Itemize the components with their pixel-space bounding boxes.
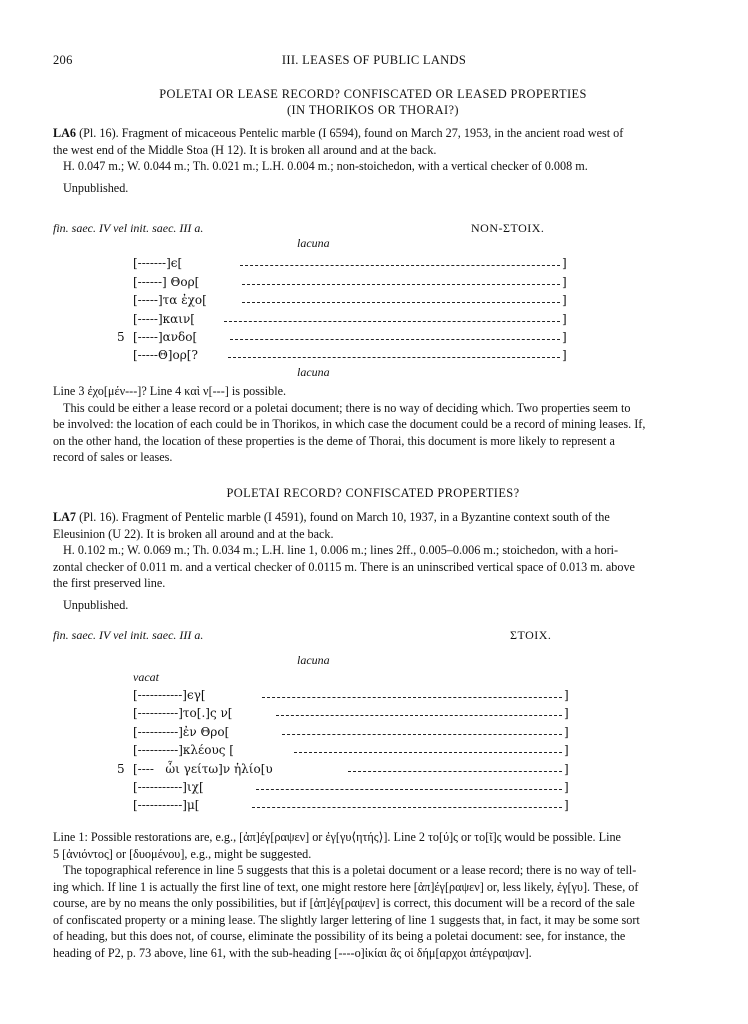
la6-date: fin. saec. IV vel init. saec. III a. xyxy=(53,221,204,235)
la7-description xyxy=(53,509,693,613)
inscription-line: [-----------]μ[ xyxy=(133,798,200,812)
la7-note-line2: 5 [ἀνιόντος] or [δυομένου], e.g., might be suggested. xyxy=(53,846,312,861)
inscription-line-number: 5 xyxy=(117,762,125,776)
la6-dimensions: H. 0.047 m.; W. 0.044 m.; Th. 0.021 m.; L.H. 0.004 m.; non-stoichedon, with a vertical checker of 0.008 m. xyxy=(63,159,588,173)
commentary-line: ing which. If line 1 is actually the first line of text, one might restore here [ἀπ]έγ[ραψεν] or, less likely, ἐγ[γυ]. These, of xyxy=(53,879,639,894)
inscription-line: [-----------]ϵγ[ xyxy=(133,688,206,702)
la6-publication: Unpublished. xyxy=(63,180,129,195)
la7-id: LA7 xyxy=(53,510,77,524)
la7-publication: Unpublished. xyxy=(63,597,129,612)
inscription-line: [-----------]ιχ[ xyxy=(133,780,204,794)
inscription-line: [---- ὧι γείτω]ν ἡλίο[υ xyxy=(133,762,273,776)
la6-stoich-style: NON-ΣΤΟΙΧ. xyxy=(471,221,545,235)
inscription-line: [----------]κλέους [ xyxy=(133,743,234,757)
commentary-line: on the other hand, the location of these properties is the deme of Thorai, this document is more likely to represent a xyxy=(53,433,615,448)
la6-desc-line1: (Pl. 16). Fragment of micaceous Pentelic marble (I 6594), found on March 27, 1953, in the ancient road west of xyxy=(76,126,624,140)
inscription-line: [----------]το[.]ς ν[ xyxy=(133,706,233,720)
inscription-line: [----------]ἐν Θρο[ xyxy=(133,725,230,739)
page-number: 206 xyxy=(53,53,73,67)
la7-commentary xyxy=(53,829,693,961)
commentary-line: of heading, but this does not, of course, eliminate the possibility of its being a poletai document: see, for instance, the xyxy=(53,929,626,943)
inscription-line: [-----]ανδο[ xyxy=(133,330,198,344)
commentary-line: course, are by no means the only possibilities, but if [ἀπ]έγ[ραψεν] is correct, this document will be a record of the sale xyxy=(53,896,635,910)
la7-note-line1: Line 1: Possible restorations are, e.g., [ἀπ]έγ[ραψεν] or ἐγ[γυ⟨ητής⟩]. Line 2 το[ύ]ς or το[ῖ]ς would be possible. Line xyxy=(53,830,621,844)
la7-dims-line3: the first preserved line. xyxy=(53,576,166,590)
la7-lacuna-top: lacuna xyxy=(297,653,330,667)
la6-lacuna-bottom: lacuna xyxy=(297,365,330,379)
la7-dims-line2: zontal checker of 0.011 m. and a vertical checker of 0.0115 m. There is an uninscribed vertical space of 0.013 m. above xyxy=(53,559,635,574)
commentary-line: This could be either a lease record or a poletai document; there is no way of deciding which. Two properties seem to xyxy=(63,400,631,415)
la7-stoich-style: ΣΤΟΙΧ. xyxy=(510,628,552,642)
la7-desc-line2: Eleusinion (U 22). It is broken all around and at the back. xyxy=(53,526,334,541)
la7-date: fin. saec. IV vel init. saec. III a. xyxy=(53,628,204,642)
commentary-line: The topographical reference in line 5 suggests that this is a poletai document or a lease record; there is no way of tell- xyxy=(63,863,637,877)
la6-heading-line2: (IN THORIKOS OR THORAI?) xyxy=(287,103,459,117)
commentary-line: record of sales or leases. xyxy=(53,450,173,464)
inscription-line-number: 5 xyxy=(117,330,125,344)
commentary-line: be involved: the location of each could be in Thorikos, in which case the document could be a record of mining leases. If, xyxy=(53,417,646,431)
la6-heading-line1: POLETAI OR LEASE RECORD? CONFISCATED OR LEASED PROPERTIES xyxy=(159,87,587,101)
inscription-line: [-----]καιν[ xyxy=(133,312,195,326)
la6-note: Line 3 ἐχο[μέν---]? Line 4 καὶ ν[---] is possible. xyxy=(53,384,287,398)
la6-id: LA6 xyxy=(53,126,77,140)
commentary-line: heading of P2, p. 73 above, line 61, with the sub-heading [----ο]ἰκίαι ἃς οἱ δήμ[αρχοι ἀπέγραψαν]. xyxy=(53,945,532,960)
la6-commentary xyxy=(53,383,693,466)
inscription-line: [-----]τα ἐχο[ xyxy=(133,293,207,307)
inscription-line: [-------]ϵ[ xyxy=(133,256,183,270)
inscription-line: [------] Θορ[ xyxy=(133,275,200,289)
la6-description xyxy=(53,125,693,196)
inscription-line: [-----Θ]ορ[? xyxy=(133,348,198,362)
la7-dims-line1: H. 0.102 m.; W. 0.069 m.; Th. 0.034 m.; L.H. line 1, 0.006 m.; lines 2ff., 0.005–0.006 m.; stoichedon, with a hori- xyxy=(63,543,619,557)
commentary-line: of confiscated property or a mining lease. The slightly larger lettering of line 1 suggests that, in fact, it may be some sort xyxy=(53,912,640,927)
running-title: III. LEASES OF PUBLIC LANDS xyxy=(281,53,467,67)
la7-desc-line1: (Pl. 16). Fragment of Pentelic marble (I 4591), found on March 10, 1937, in a Byzantine context south of the xyxy=(76,510,610,524)
la6-lacuna-top: lacuna xyxy=(297,236,330,250)
la6-desc-line2: the west end of the Middle Stoa (H 12). It is broken all around and at the back. xyxy=(53,142,437,157)
la7-heading: POLETAI RECORD? CONFISCATED PROPERTIES? xyxy=(226,486,520,500)
la7-vacat: vacat xyxy=(133,670,159,684)
